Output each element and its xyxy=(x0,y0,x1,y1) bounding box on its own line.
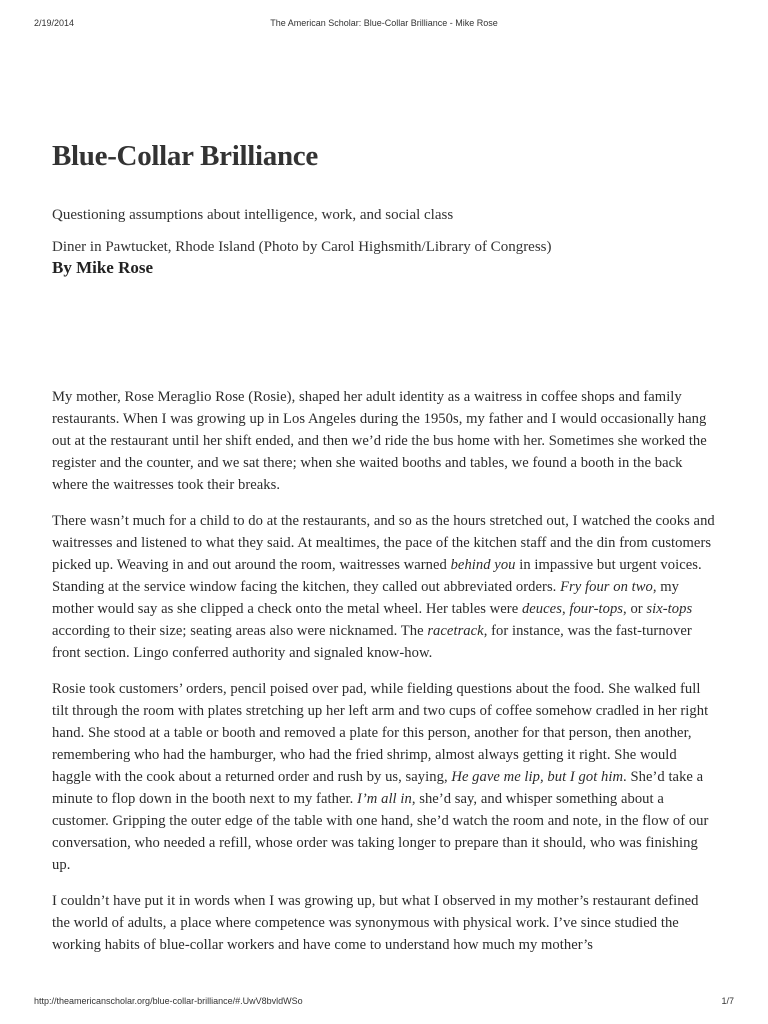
text-run: according to their size; seating areas also were nicknamed. The xyxy=(52,623,428,639)
italic-phrase: four-tops xyxy=(569,601,624,617)
italic-phrase: six-tops xyxy=(646,601,693,617)
photo-caption: Diner in Pawtucket, Rhode Island (Photo by Carol Highsmith/Library of Congress) xyxy=(52,239,552,255)
print-header xyxy=(34,18,734,30)
page-url-link[interactable]: http://theamericanscholar.org/blue-collar-brilliance/#.UwV8bvldWSo xyxy=(34,996,303,1006)
italic-phrase: He gave me lip, but I got him xyxy=(451,769,624,785)
italic-phrase: I’m all in xyxy=(356,791,412,807)
text-run: There wasn’t much for a child to do at the restaurants, and so as the hours stretched out, I watched the cooks and waitresses and listened to what they said. At mealtimes, the pace of the kitchen staff and the din from customers picked up. Weaving in and out around the room, waitresses warned xyxy=(52,513,715,573)
text-run: , xyxy=(561,601,570,617)
byline: By Mike Rose xyxy=(52,258,154,277)
page-number: 1/7 xyxy=(721,996,734,1006)
italic-phrase: Fry four on two xyxy=(560,579,653,595)
paragraph-1: My mother, Rose Meraglio Rose (Rosie), shaped her adult identity as a waitress in coffee shops and family restaurants. When I was growing up in Los Angeles during the 1950s, my father and I would occasionally hang out at the restaurant until her shift ended, and then we’d ride the bus home with her. Sometimes she worked the register and the counter, and we sat there; when she waited booths and tables, we found a booth in the back where the waitresses took their breaks. xyxy=(52,389,707,493)
article-body xyxy=(52,386,718,970)
paragraph-4: I couldn’t have put it in words when I was growing up, but what I observed in my mother’s restaurant defined the world of adults, a place where competence was synonymous with physical work. I’ve since studied the working habits of blue-collar workers and have come to understand how much my mother’s xyxy=(52,893,699,953)
text-run: . She’d take a minute to flop down in the booth next to my father. xyxy=(52,769,704,807)
article-title: Blue-Collar Brilliance xyxy=(52,140,318,172)
text-run: in impassive but urgent voices. Standing at the service window facing the kitchen, they called out abbreviated orders. xyxy=(52,557,702,595)
print-footer xyxy=(34,996,734,1008)
italic-phrase: behind you xyxy=(450,557,516,573)
text-run: , my mother would say as she clipped a check onto the metal wheel. Her tables were xyxy=(52,579,680,617)
text-run: , she’d say, and whisper something about a customer. Gripping the outer edge of the table with one hand, she’d watch the room and note, in the flow of our conversation, who needed a refill, whose order was taking longer to prepare than it should, who was finishing up. xyxy=(52,791,709,873)
paragraph-3 xyxy=(52,678,718,876)
text-run: , for instance, was the fast-turnover front section. Lingo conferred authority and signaled know-how. xyxy=(52,623,692,661)
paragraph-2 xyxy=(52,510,718,664)
print-date: 2/19/2014 xyxy=(34,18,75,28)
article-subtitle: Questioning assumptions about intelligence, work, and social class xyxy=(52,207,454,223)
text-run: , or xyxy=(623,601,647,617)
print-page-title: The American Scholar: Blue-Collar Brilliance - Mike Rose xyxy=(270,18,498,28)
article-header xyxy=(52,140,716,278)
italic-phrase: racetrack xyxy=(427,623,484,639)
italic-phrase: deuces xyxy=(521,601,562,617)
text-run: Rosie took customers’ orders, pencil poised over pad, while fielding questions about the food. She walked full tilt through the room with plates stretching up her left arm and two cups of coffee somehow cradled in her right hand. She stood at a table or booth and removed a plate for this person, another for that person, then another, remembering who had the hamburger, who had the fried shrimp, almost always getting it right. She would haggle with the cook about a returned order and rush by us, saying, xyxy=(52,681,709,785)
